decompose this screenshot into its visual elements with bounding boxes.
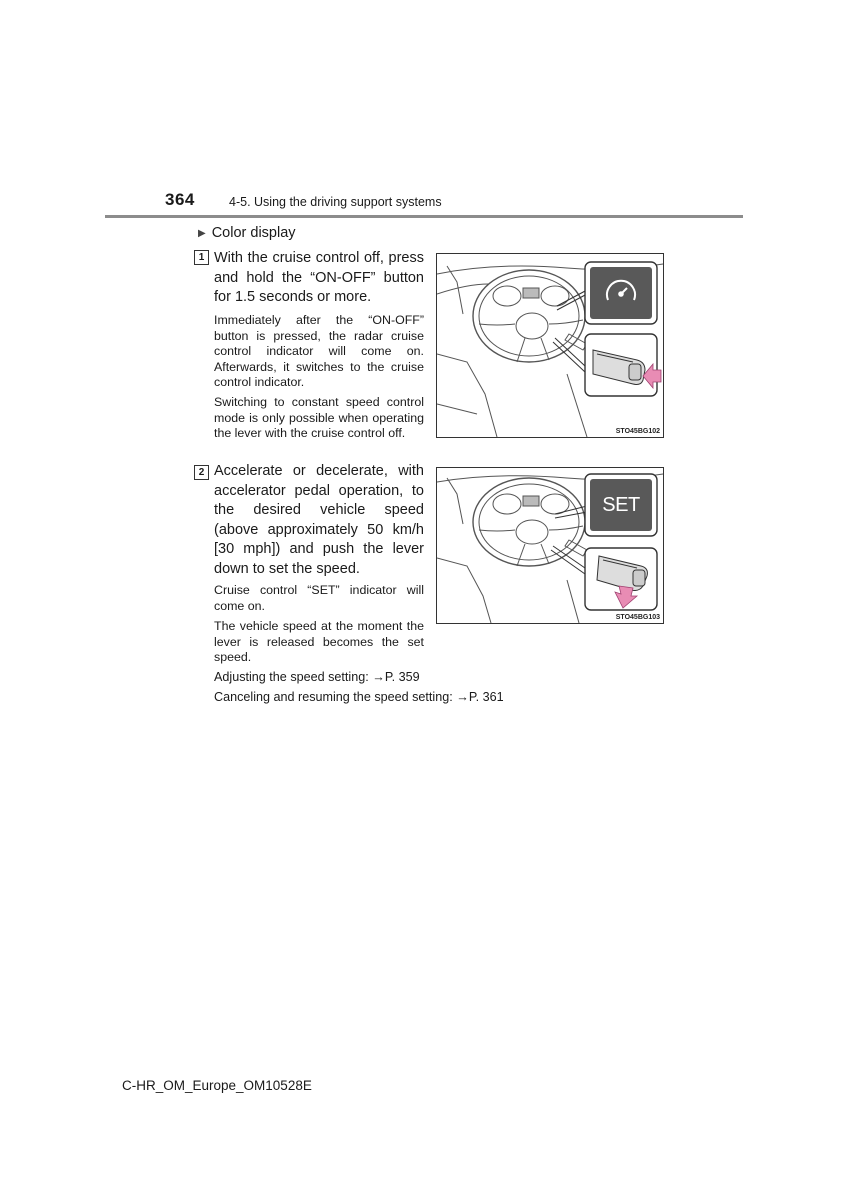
reference-canceling: Canceling and resuming the speed setting: →P. 361 — [214, 690, 504, 704]
header-divider — [105, 215, 743, 218]
reference-adjusting: Adjusting the speed setting: →P. 359 — [214, 670, 420, 684]
steering-wheel-illustration — [437, 254, 663, 437]
figure-set-lever — [436, 467, 664, 624]
set-indicator-label: SET — [602, 494, 640, 516]
step-2-note-2: The vehicle speed at the moment the lever is released becomes the set speed. — [214, 619, 424, 665]
step-1-text: With the cruise control off, press and hold the “ON-OFF” button for 1.5 seconds or more. — [214, 250, 424, 305]
section-title: 4-5. Using the driving support systems — [229, 195, 442, 209]
triangle-bullet-icon: ▶ — [198, 228, 206, 239]
step-number-1: 1 — [194, 250, 209, 265]
figure-code: STO45BG102 — [615, 428, 660, 435]
page-number: 364 — [165, 190, 195, 209]
step-1-note-2: Switching to constant speed control mode is only possible when operating the lever with the cruise control off. — [214, 395, 424, 441]
step-2-text: Accelerate or decelerate, with accelerator pedal operation, to the desired vehicle speed (above approximately 50 km/h [30 mph]) and push the lever down to set the speed. — [214, 463, 424, 577]
step-2-note-1: Cruise control “SET” indicator will come on. — [214, 583, 424, 613]
figure-on-off-button — [436, 253, 664, 438]
figure-code-2: STO45BG103 — [615, 614, 660, 621]
subheading — [198, 225, 296, 241]
footer-doc-code: C-HR_OM_Europe_OM10528E — [122, 1078, 312, 1093]
step-number-2: 2 — [194, 465, 209, 480]
step-1-note-1: Immediately after the “ON-OFF” button is pressed, the radar cruise control indicator will come on. Afterwards, it switches to the cruise control indicator. — [214, 313, 424, 390]
subheading-text: Color display — [211, 225, 296, 241]
